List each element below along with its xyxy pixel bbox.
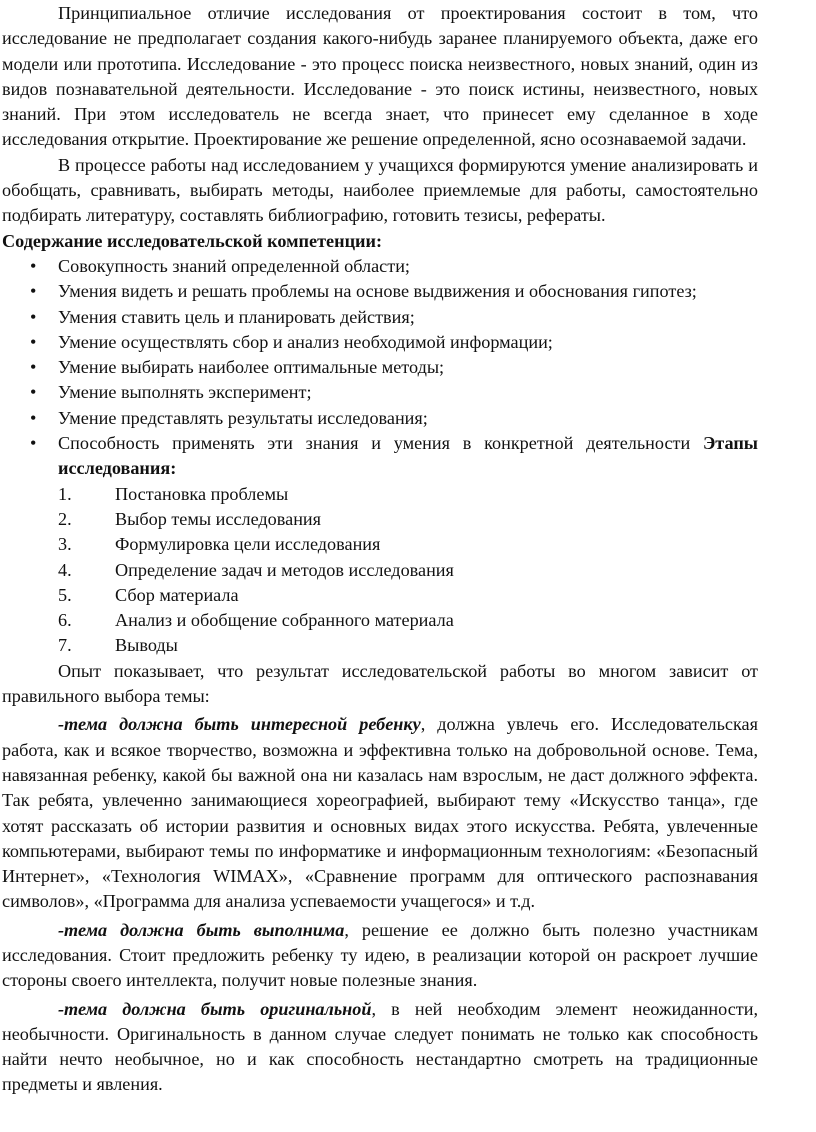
list-item-text: Умение выполнять эксперимент;	[58, 382, 312, 403]
bullet-icon: •	[30, 407, 37, 428]
stage-number: 4.	[58, 559, 72, 580]
stage-text: Сбор материала	[115, 584, 239, 605]
requirement-text: , должна увлечь его. Исследовательская работа, как и всякое творчество, возможна и эффективна только на добровольной основе. Тема, навязанная ребенку, какой бы важной она ни казалась нам взрослым, не даст должного эффекта. Так ребята, увлеченно занимающиеся хореографией, выбирают тему «Искусство танца», где хотят рассказать об истории развития и основных видах этого искусства. Ребята, увлеченные компьютерами, выбирают темы по информатике и информационным технологиям: «Безопасный Интернет», «Технология WIMAX», «Сравнение программ для оптического распознавания символов», «Программа для анализа успеваемости учащегося» и т.д.	[2, 714, 758, 912]
list-item-text: Способность применять эти знания и умения в конкретной деятельности	[58, 433, 691, 454]
requirement-lead: -тема должна быть оригинальной	[58, 998, 372, 1019]
list-item	[2, 507, 758, 532]
topic-requirement-interesting	[2, 712, 758, 914]
stage-text: Выбор темы исследования	[115, 508, 322, 529]
stage-number: 7.	[58, 635, 72, 656]
list-item-text: Умения ставить цель и планировать действия;	[58, 306, 415, 327]
list-item-text: Умение осуществлять сбор и анализ необходимой информации;	[58, 331, 553, 352]
list-item	[2, 431, 758, 482]
list-item-text: Умение представлять результаты исследования;	[58, 407, 428, 428]
competence-heading: Содержание исследовательской компетенции:	[2, 230, 383, 251]
bullet-icon: •	[30, 281, 37, 302]
list-item	[2, 254, 758, 279]
list-item	[2, 558, 758, 583]
stage-text: Постановка проблемы	[115, 483, 289, 504]
list-item	[2, 583, 758, 608]
stage-number: 5.	[58, 584, 72, 605]
bullet-icon: •	[30, 331, 37, 352]
stage-text: Формулировка цели исследования	[115, 534, 381, 555]
stage-number: 2.	[58, 508, 72, 529]
list-item	[2, 279, 758, 304]
list-item	[2, 330, 758, 355]
bullet-icon: •	[30, 255, 37, 276]
requirement-text: , решение ее должно быть полезно участникам исследования. Стоит предложить ребенку ту идею, в реализации которой он раскроет лучшие стороны своего интеллекта, получит новые полезные знания.	[2, 919, 758, 991]
stages-list	[2, 482, 758, 659]
list-item	[2, 305, 758, 330]
topic-requirement-feasible	[2, 918, 758, 994]
topic-requirement-original	[2, 997, 758, 1098]
intro-paragraph-2: В процессе работы над исследованием у учащихся формируются умение анализировать и обобщать, сравнивать, выбирать методы, наиболее приемлемые для работы, самостоятельно подбирать литературу, составлять библиографию, готовить тезисы, рефераты.	[2, 154, 758, 226]
list-item-text: Умение выбирать наиболее оптимальные методы;	[58, 357, 445, 378]
list-item	[2, 608, 758, 633]
intro-paragraph-1: Принципиальное отличие исследования от проектирования состоит в том, что исследование не предполагает создания какого-нибудь заранее планируемого объекта, даже его модели или прототипа. Исследование - это процесс поиска неизвестного, новых знаний, один из видов познавательной деятельности. Исследование - это поиск истины, неизвестного, новых знаний. При этом исследователь не всегда знает, что принесет ему сделанное в ходе исследования открытие. Проектирование же решение определенной, ясно осознаваемой задачи.	[2, 3, 758, 150]
list-item	[2, 380, 758, 405]
stage-number: 6.	[58, 610, 72, 631]
requirement-lead: -тема должна быть интересной ребенку	[58, 714, 421, 735]
list-item	[2, 532, 758, 557]
stage-text: Анализ и обобщение собранного материала	[115, 610, 454, 631]
stage-text: Выводы	[115, 635, 178, 656]
list-item	[2, 406, 758, 431]
bullet-icon: •	[30, 357, 37, 378]
list-item	[2, 633, 758, 658]
bullet-icon: •	[30, 433, 37, 454]
bullet-icon: •	[30, 306, 37, 327]
topic-intro-paragraph: Опыт показывает, что результат исследовательской работы во многом зависит от правильного выбора темы:	[2, 660, 758, 707]
bullet-icon: •	[30, 382, 37, 403]
stages-heading: Этапы исследования:	[58, 433, 758, 479]
list-item	[2, 482, 758, 507]
stage-number: 3.	[58, 534, 72, 555]
list-item-text: Совокупность знаний определенной области;	[58, 255, 410, 276]
competence-list	[2, 254, 758, 482]
list-item	[2, 355, 758, 380]
list-item-text: Умения видеть и решать проблемы на основе выдвижения и обоснования гипотез;	[58, 281, 697, 302]
requirement-text: , в ней необходим элемент неожиданности, необычности. Оригинальность в данном случае следует понимать не только как способность найти нечто необычное, но и как способность нестандартно смотреть на традиционные предметы и явления.	[2, 998, 758, 1095]
stage-number: 1.	[58, 483, 72, 504]
requirement-lead: -тема должна быть выполнима	[58, 919, 345, 940]
stage-text: Определение задач и методов исследования	[115, 559, 454, 580]
